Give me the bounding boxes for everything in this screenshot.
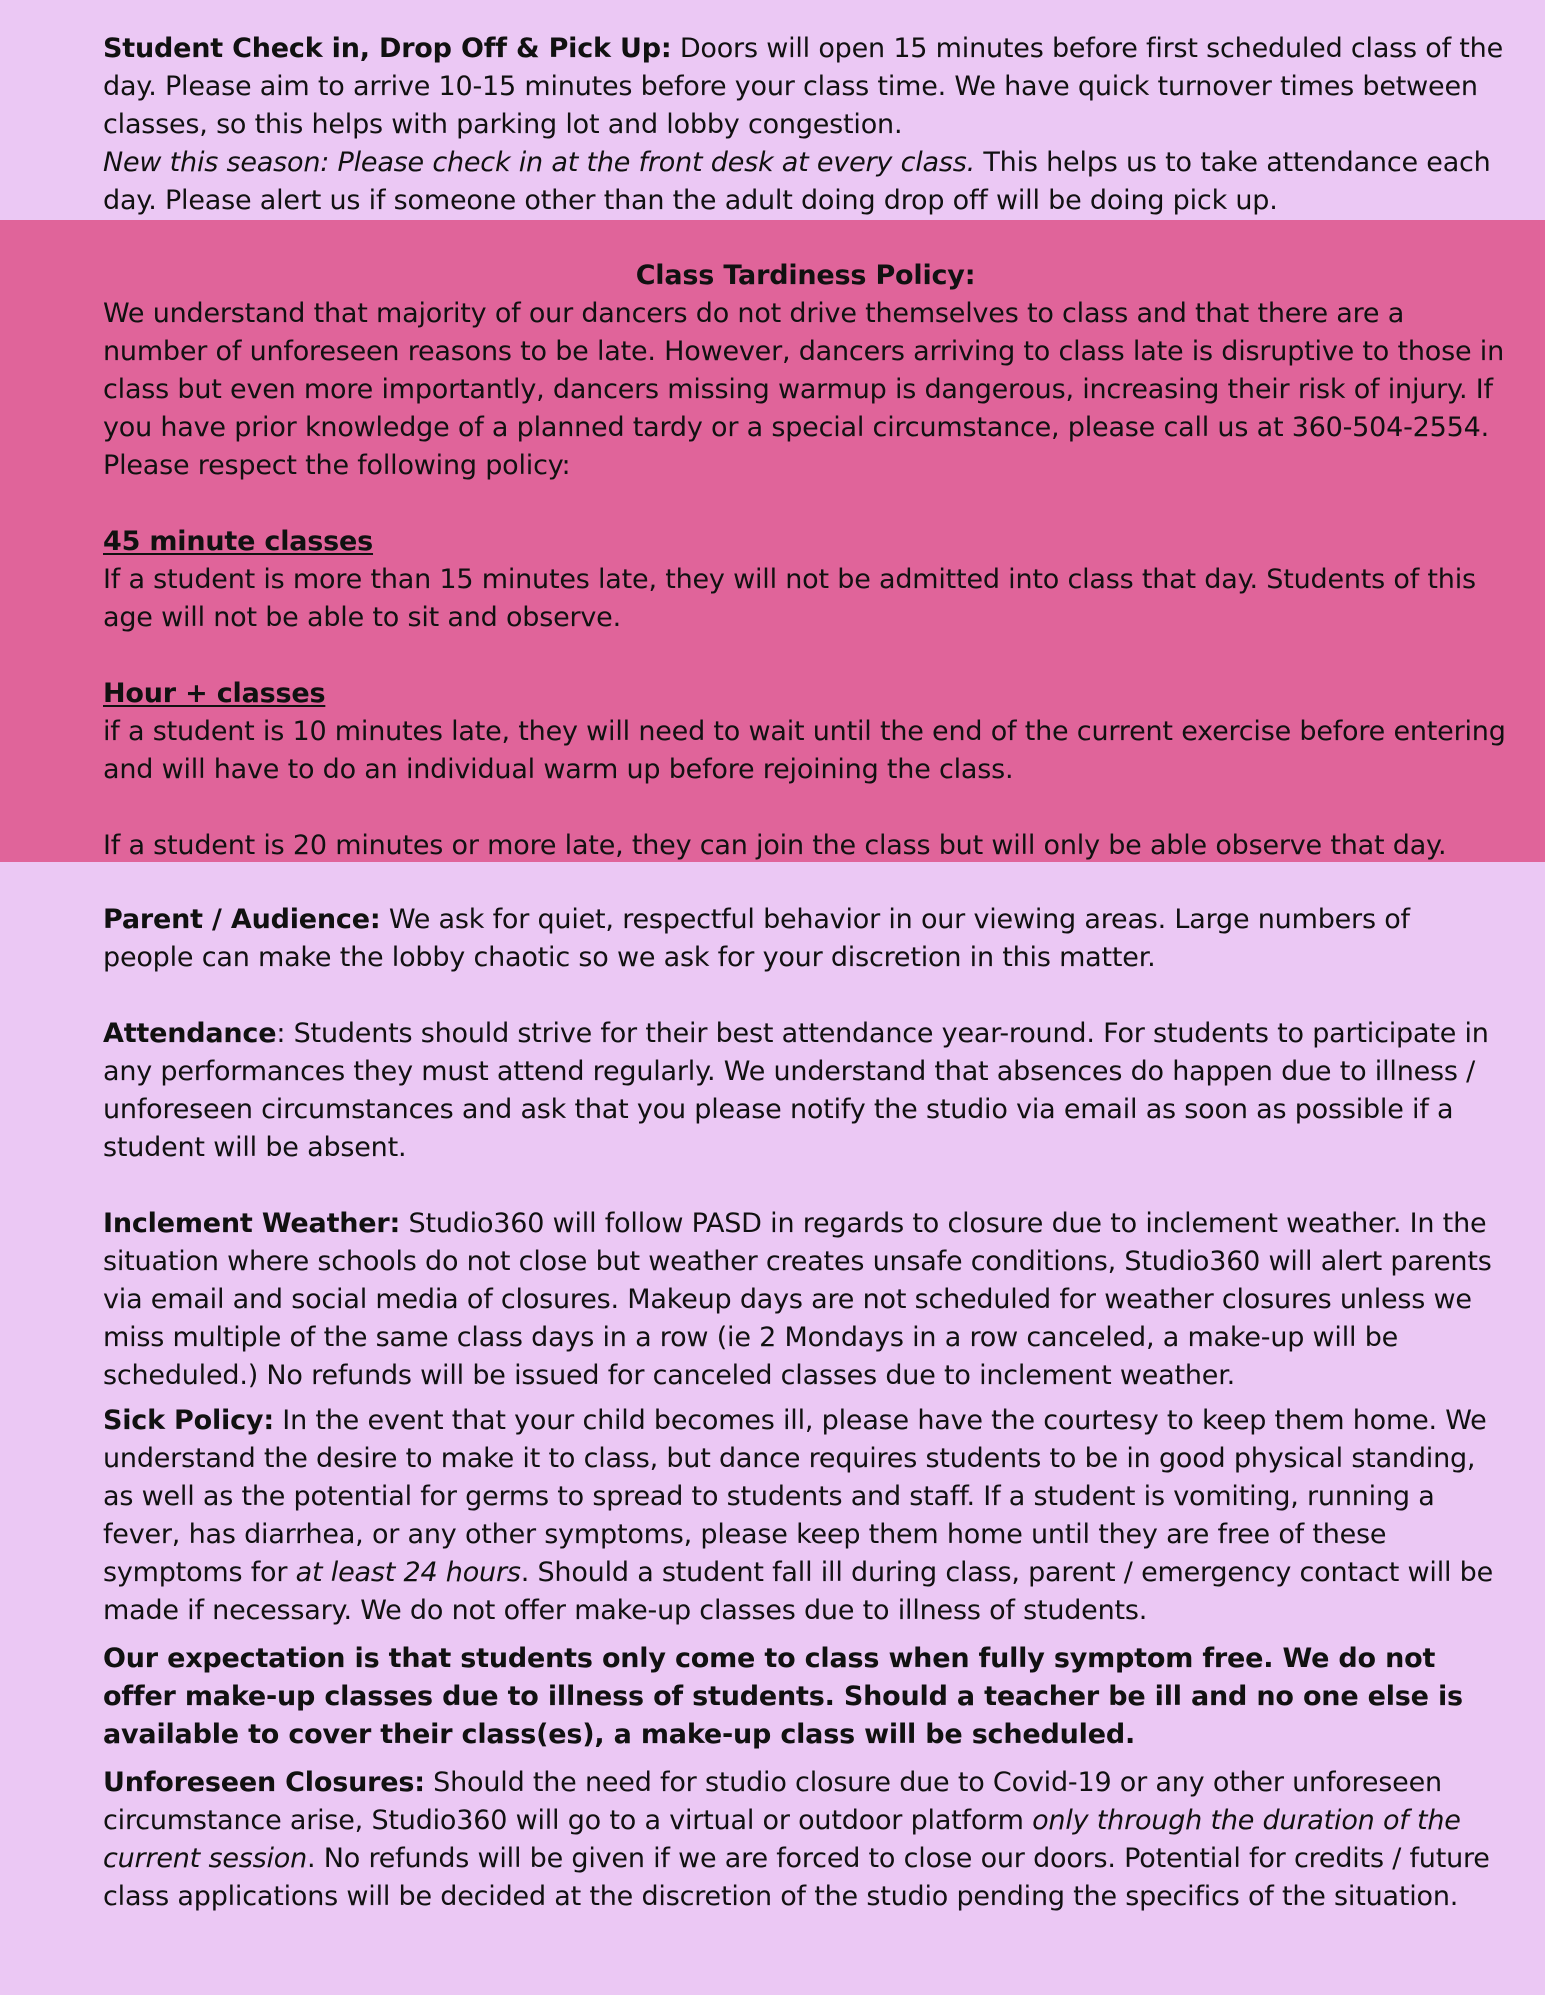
new-season-paragraph — [103, 144, 1508, 220]
closures-italic: only through the duration of the current session — [103, 1805, 1461, 1874]
sick-italic: at least 24 hours — [295, 1557, 521, 1588]
parent-paragraph — [103, 901, 1508, 977]
check-in-paragraph — [103, 30, 1508, 144]
attendance-text: : Students should strive for their best attendance year-round. For students to participate in any performances they must attend regularly. We understand that absences do happen due to illness / unforeseen circumstances and ask that you please notify the studio via email as soon as possible if a student will be absent. — [103, 1018, 1489, 1163]
long-class-text-1: if a student is 10 minutes late, they will need to wait until the end of the current exercise before entering and will have to do an individual warm up before rejoining the class. — [103, 716, 1506, 785]
new-season-text: This helps us to take attendance each day. Please alert us if someone other than the adult doing drop off will be doing pick up. — [103, 147, 1491, 216]
closures-paragraph — [103, 1764, 1508, 1916]
sick-paragraph — [103, 1402, 1508, 1630]
parent-text: We ask for quiet, respectful behavior in our viewing areas. Large numbers of people can make the lobby chaotic so we ask for your discretion in this matter. — [103, 904, 1410, 973]
attendance-heading: Attendance — [103, 1018, 277, 1049]
sick-heading: Sick Policy: — [103, 1405, 274, 1436]
long-class-text-2: If a student is 20 minutes or more late, they can join the class but will only be able observe that day. — [103, 830, 1447, 861]
check-in-text: Doors will open 15 minutes before first scheduled class of the day. Please aim to arrive 10-15 minutes before your class time. We have quick turnover times between classes, so this helps with parking lot and lobby congestion. — [103, 33, 1504, 140]
short-class-heading: 45 minute classes — [103, 526, 374, 557]
tardiness-section — [103, 257, 1508, 865]
weather-text: Studio360 will follow PASD in regards to closure due to inclement weather. In the situation where schools do not close but weather creates unsafe conditions, Studio360 will alert parents via email and social media of closures. Makeup days are not scheduled for weather closures unless we miss multiple of the same class days in a row (ie 2 Mondays in a row canceled, a make-up will be scheduled.) No refunds will be issued for canceled classes due to inclement weather. — [103, 1208, 1492, 1391]
weather-paragraph — [103, 1205, 1508, 1395]
long-class-heading: Hour + classes — [103, 678, 326, 709]
sick-text-2: . Should a student fall ill during class, parent / emergency contact will be made if necessary. We do not offer make-up classes due to illness of students. — [103, 1557, 1494, 1626]
expectation-text: Our expectation is that students only come to class when fully symptom free. We do not offer make-up classes due to illness of students. Should a teacher be ill and no one else is available to cover their class(es), a make-up class will be scheduled. — [103, 1643, 1463, 1750]
closures-text-1: Should the need for studio closure due to Covid-19 or any other unforeseen circumstance arise, Studio360 will go to a virtual or outdoor platform — [103, 1767, 1442, 1836]
attendance-paragraph — [103, 1015, 1508, 1167]
lower-sections — [103, 901, 1508, 1916]
weather-heading: Inclement Weather: — [103, 1208, 401, 1239]
short-class-text: If a student is more than 15 minutes late, they will not be admitted into class that day. Students of this age will not be able to sit and observe. — [103, 564, 1476, 633]
tardiness-heading: Class Tardiness Policy: — [635, 260, 976, 291]
closures-text-2: . No refunds will be given if we are forced to close our doors. Potential for credits / future class applications will be decided at the discretion of the studio pending the specifics of the situation. — [103, 1843, 1490, 1912]
new-season-note: New this season: Please check in at the front desk at every class. — [103, 147, 975, 178]
closures-heading: Unforeseen Closures: — [103, 1767, 425, 1798]
tardiness-intro: We understand that majority of our dancers do not drive themselves to class and that there are a number of unforeseen reasons to be late. However, dancers arriving to class late is disruptive to those in class but even more importantly, dancers missing warmup is dangerous, increasing their risk of injury. If you have prior knowledge of a planned tardy or a special circumstance, please call us at 360-504-2554. Please respect the following policy: — [103, 298, 1504, 481]
expectation-paragraph — [103, 1640, 1508, 1754]
parent-heading: Parent / Audience: — [103, 904, 381, 935]
check-in-section — [103, 30, 1508, 220]
sick-text-1: In the event that your child becomes ill, please have the courtesy to keep them home. We understand the desire to make it to class, but dance requires students to be in good physical standing, as well as the potential for germs to spread to students and staff. If a student is vomiting, running a fever, has diarrhea, or any other symptoms, please keep them home until they are free of these symptoms for — [103, 1405, 1487, 1588]
check-in-heading: Student Check in, Drop Off & Pick Up: — [103, 33, 672, 64]
